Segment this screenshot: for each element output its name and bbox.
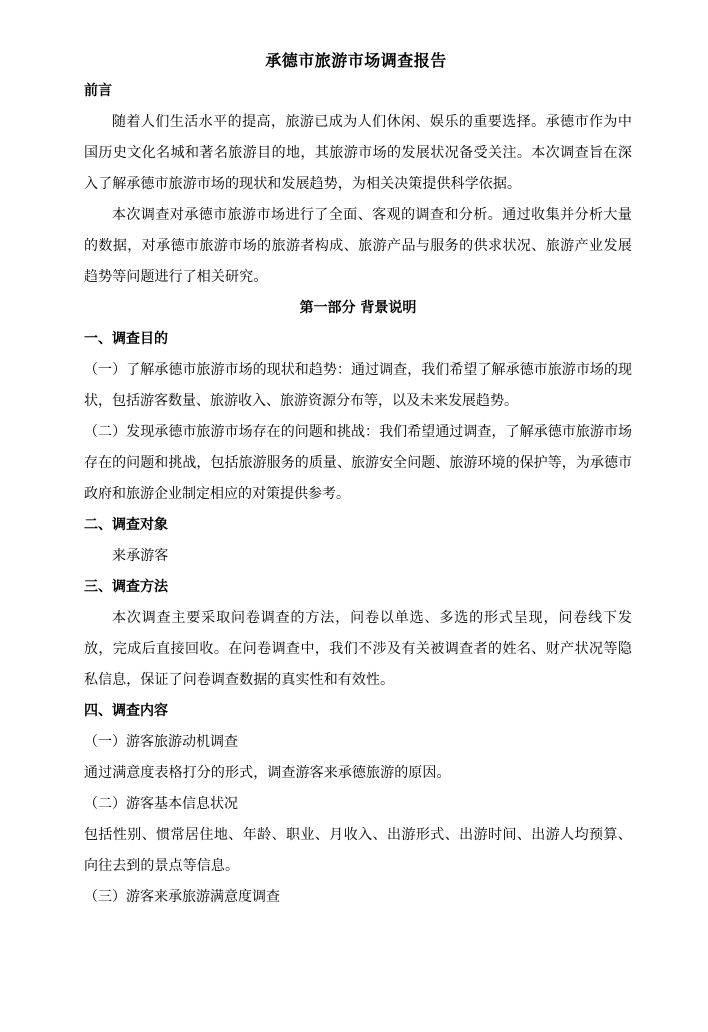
section-subject-heading: 二、调查对象 <box>84 517 168 533</box>
preface-paragraph-2: 本次调查对承德市旅游市场进行了全面、客观的调查和分析。通过收集并分析大量的数据，对承德市旅游市场的旅游者构成、旅游产品与服务的供求状况、旅游产业发展趋势等问题进行了相关研究。 <box>84 207 632 285</box>
method-text: 本次调查主要采取问卷调查的方法，问卷以单选、多选的形式呈现，问卷线下发放，完成后直接回收。在问卷调查中，我们不涉及有关被调查者的姓名、财产状况等隐私信息，保证了问卷调查数据的真实性和有效性。 <box>84 610 632 688</box>
purpose-item-2: （二）发现承德市旅游市场存在的问题和挑战：我们希望通过调查，了解承德市旅游市场存在的问题和挑战，包括旅游服务的质量、旅游安全问题、旅游环境的保护等，为承德市政府和旅游企业制定相应的对策提供参考。 <box>84 424 632 502</box>
content-motivation-heading: （一）游客旅游动机调查 <box>84 734 238 750</box>
part1-heading: 第一部分 背景说明 <box>299 300 417 316</box>
content-satisfaction-heading: （三）游客来承旅游满意度调查 <box>84 889 280 905</box>
preface-paragraph-1: 随着人们生活水平的提高，旅游已成为人们休闲、娱乐的重要选择。承德市作为中国历史文化名城和著名旅游目的地，其旅游市场的发展状况备受关注。本次调查旨在深入了解承德市旅游市场的现状和发展趋势，为相关决策提供科学依据。 <box>84 114 632 192</box>
document-title: 承德市旅游市场调查报告 <box>265 51 447 70</box>
content-motivation-text: 通过满意度表格打分的形式，调查游客来承德旅游的原因。 <box>84 765 451 781</box>
section-content-heading: 四、调查内容 <box>84 703 168 719</box>
purpose-item-1: （一）了解承德市旅游市场的现状和趋势：通过调查，我们希望了解承德市旅游市场的现状，包括游客数量、旅游收入、旅游资源分布等，以及未来发展趋势。 <box>84 362 632 409</box>
section-purpose-heading: 一、调查目的 <box>84 331 168 347</box>
preface-heading: 前言 <box>84 83 112 99</box>
subject-text: 来承游客 <box>112 548 169 564</box>
section-method-heading: 三、调查方法 <box>84 579 168 595</box>
content-basic-info-heading: （二）游客基本信息状况 <box>84 796 238 812</box>
document-page <box>84 46 632 913</box>
content-basic-info-text: 包括性别、惯常居住地、年龄、职业、月收入、出游形式、出游时间、出游人均预算、向往去到的景点等信息。 <box>84 827 632 874</box>
